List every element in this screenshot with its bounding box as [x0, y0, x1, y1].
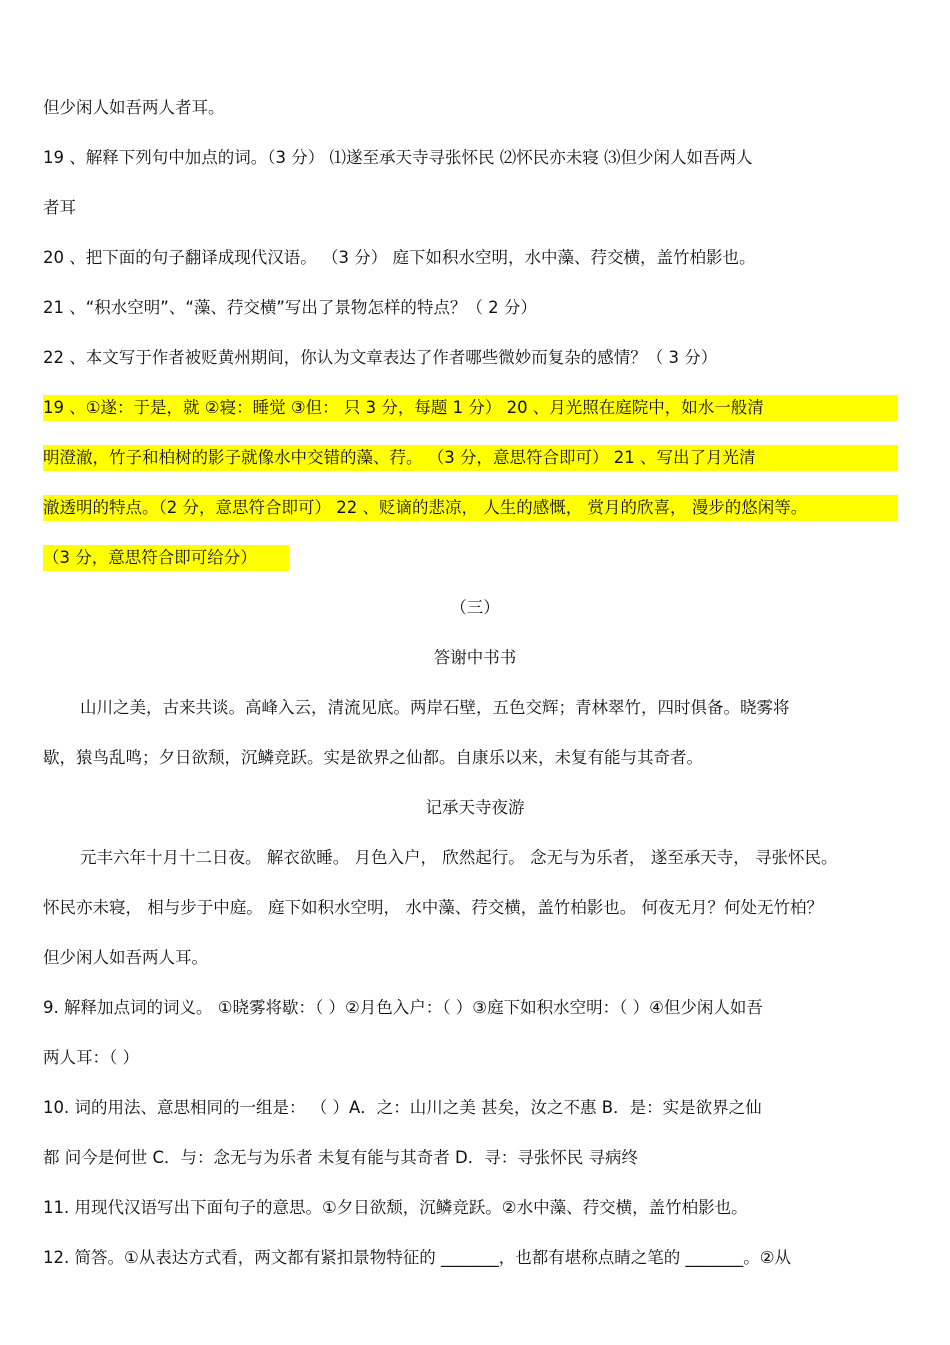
- title-da-xie-zhong-shu-shu: 答谢中书书: [433, 648, 517, 667]
- question-12: 12. 简答。①从表达方式看，两文都有紧扣景物特征的 _______，也都有堪称点睛之笔的 _______。②从: [43, 1248, 792, 1267]
- text-line-1: 但少闲人如吾两人者耳。: [43, 98, 225, 117]
- answer-line-2: 明澄澈，竹子和柏树的影子就像水中交错的藻、荇。 （3 分，意思符合即可） 21 、写出了月光清: [43, 448, 756, 467]
- question-21: 21 、“积水空明”、“藻、荇交横”写出了景物怎样的特点？（ 2 分）: [43, 298, 537, 317]
- passage-1-line-1: 山川之美，古来共谈。高峰入云，清流见底。两岸石壁，五色交辉；青林翠竹，四时俱备。晓雾将: [80, 698, 790, 717]
- question-19-cont: 者耳: [43, 198, 76, 217]
- question-19: 19 、解释下列句中加点的词。（3 分） ⑴遂至承天寺寻张怀民 ⑵怀民亦未寝 ⑶但少闲人如吾两人: [43, 148, 753, 167]
- question-9: 9. 解释加点词的词义。 ①晓雾将歇：（ ）②月色入户：（ ）③庭下如积水空明：（ ）④但少闲人如吾: [43, 998, 763, 1017]
- question-10-cont: 都 问今是何世 C．与：念无与为乐者 未复有能与其奇者 D．寻：寻张怀民 寻病终: [43, 1148, 638, 1167]
- answer-line-3: 澈透明的特点。（2 分，意思符合即可） 22 、贬谪的悲凉， 人生的感慨， 赏月的欣喜， 漫步的悠闲等。: [43, 498, 808, 517]
- passage-2-line-3: 但少闲人如吾两人耳。: [43, 948, 208, 967]
- question-20: 20 、把下面的句子翻译成现代汉语。 （3 分） 庭下如积水空明，水中藻、荇交横，盖竹柏影也。: [43, 248, 756, 267]
- answer-line-4: （3 分，意思符合即可给分）: [43, 548, 257, 567]
- title-ji-cheng-tian-si: 记承天寺夜游: [425, 798, 525, 817]
- question-11: 11. 用现代汉语写出下面句子的意思。①夕日欲颓，沉鳞竞跃。②水中藻、荇交横，盖竹柏影也。: [43, 1198, 748, 1217]
- passage-1-line-2: 歇，猿鸟乱鸣；夕日欲颓，沉鳞竞跃。实是欲界之仙都。自康乐以来，未复有能与其奇者。: [43, 748, 703, 767]
- answer-line-1: 19 、①遂：于是，就 ②寝：睡觉 ③但： 只 3 分，每题 1 分） 20 、月光照在庭院中，如水一般清: [43, 398, 764, 417]
- section-heading: （三）: [450, 598, 500, 617]
- passage-2-line-1: 元丰六年十月十二日夜。 解衣欲睡。 月色入户， 欣然起行。 念无与为乐者， 遂至承天寺， 寻张怀民。: [80, 848, 838, 867]
- passage-2-line-2: 怀民亦未寝， 相与步于中庭。 庭下如积水空明， 水中藻、荇交横，盖竹柏影也。 何夜无月？何处无竹柏？: [43, 898, 823, 917]
- question-10: 10. 词的用法、意思相同的一组是： （ ）A．之：山川之美 甚矣，汝之不惠 B．是：实是欲界之仙: [43, 1098, 762, 1117]
- question-22: 22 、本文写于作者被贬黄州期间，你认为文章表达了作者哪些微妙而复杂的感情？（ 3 分）: [43, 348, 718, 367]
- question-9-cont: 两人耳：（ ）: [43, 1048, 139, 1067]
